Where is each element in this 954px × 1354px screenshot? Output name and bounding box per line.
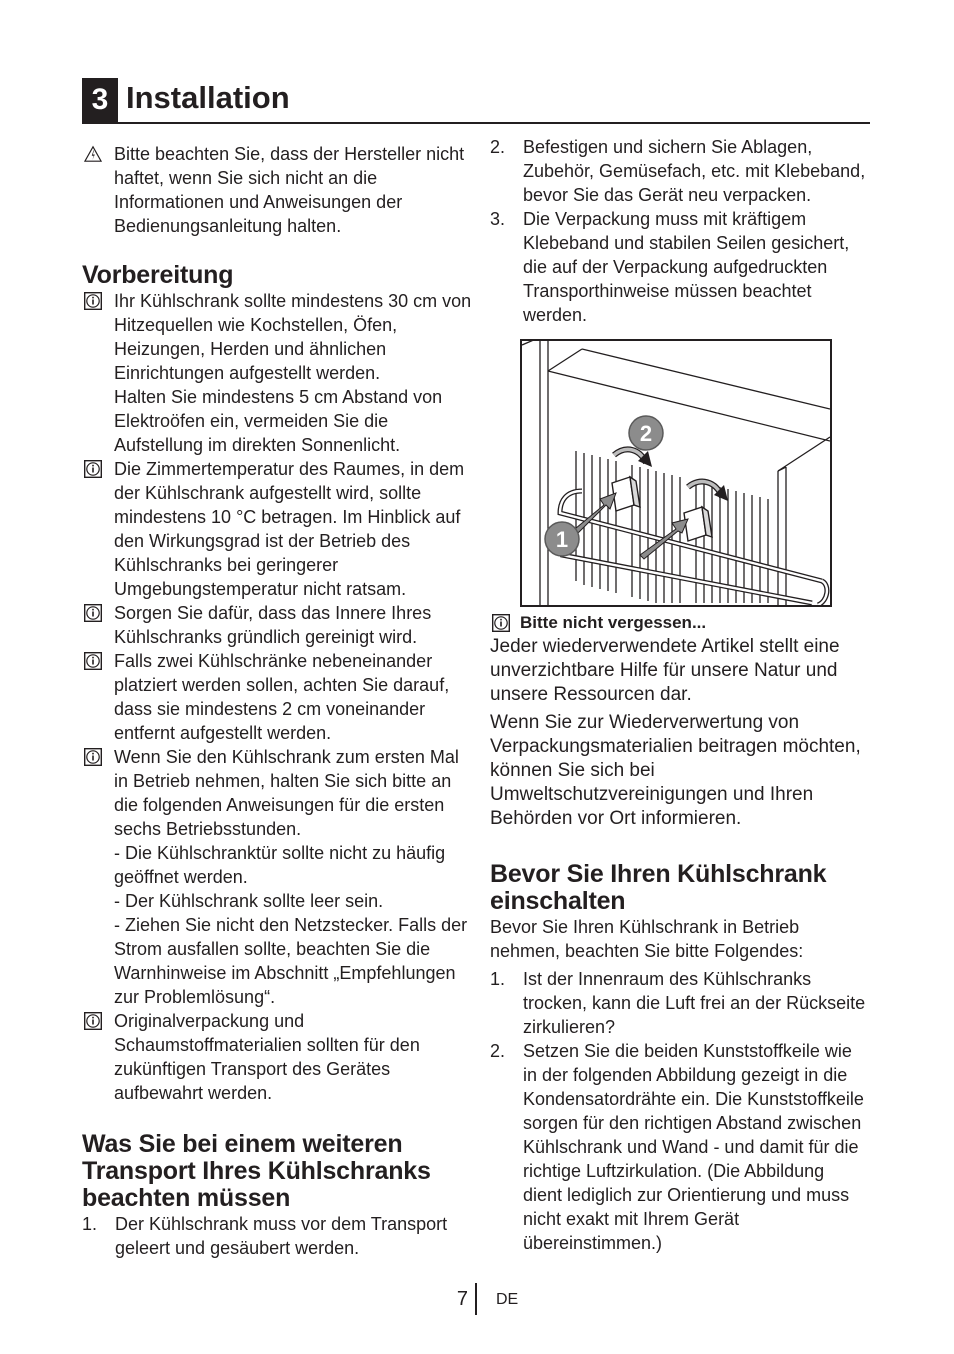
illustration-svg	[522, 341, 830, 605]
list-item	[490, 207, 868, 327]
warning-triangle-icon	[84, 145, 102, 163]
note-text: Ihr Kühlschrank sollte mindestens 30 cm von Hitzequellen wie Kochstellen, Öfen, Heizungen, Herden und ähnlichen Einrichtungen aufgestellt werden. Halten Sie mindestens 5 cm Abstand von Elektroöfen ein, vermeiden Sie die Aufstellung im direkten Sonnenlicht.	[114, 291, 472, 455]
list-number: 1.	[82, 1214, 98, 1234]
info-icon	[84, 292, 102, 310]
list-text: Der Kühlschrank muss vor dem Transport geleert und gesäubert werden.	[115, 1214, 448, 1258]
info-note	[82, 1009, 474, 1105]
list-text: Ist der Innenraum des Kühlschranks trocken, kann die Luft frei an der Rückseite zirkulieren?	[523, 969, 866, 1037]
info-icon	[492, 614, 510, 632]
info-note	[82, 457, 474, 601]
list-item	[490, 135, 868, 207]
callout-1-label: 1	[555, 527, 569, 552]
list-item	[82, 1212, 474, 1260]
list-text: Befestigen und sichern Sie Ablagen, Zubehör, Gemüsefach, etc. mit Klebeband, bevor Sie das Gerät neu verpacken.	[523, 137, 866, 205]
left-column	[82, 142, 474, 1260]
page-number: 7	[456, 1288, 468, 1310]
before-start-intro: Bevor Sie Ihren Kühlschrank in Betrieb nehmen, beachten Sie bitte Folgendes:	[490, 917, 804, 961]
note-text: Die Zimmertemperatur des Raumes, in dem der Kühlschrank aufgestellt wird, sollte mindestens 10 °C betragen. Im Hinblick auf den Wirkungsgrad ist der Betrieb des Kühlschranks bei geringerer Umgebungstemperatur nicht ratsam.	[114, 459, 465, 599]
heading-transport: Was Sie bei einem weiteren Transport Ihres Kühlschranks beachten müssen	[82, 1130, 431, 1212]
chapter-number: 3	[82, 78, 118, 122]
reminder-heading	[490, 611, 868, 635]
list-number: 2.	[490, 1041, 506, 1061]
chapter-rule	[82, 122, 870, 124]
list-item	[490, 1039, 868, 1255]
language-code: DE	[496, 1291, 519, 1308]
chapter-header	[82, 76, 870, 122]
list-number: 1.	[490, 969, 506, 989]
warning-note	[82, 142, 474, 238]
heading-bevor-einschalten: Bevor Sie Ihren Kühlschrank einschalten	[490, 860, 827, 915]
before-start-steps	[490, 967, 868, 1255]
heading-vorbereitung: Vorbereitung	[82, 261, 234, 289]
note-text: Originalverpackung und Schaumstoffmaterialien sollten für den zukünftigen Transport des Gerätes aufbewahrt werden.	[114, 1011, 420, 1103]
list-text: Setzen Sie die beiden Kunststoffkeile wie in der folgenden Abbildung gezeigt in die Kondensatordrähte ein. Die Kunststoffkeile sorgen für den richtigen Abstand zwischen Kühlschrank und Wand - und damit für die richtige Luftzirkulation. (Die Abbildung dient lediglich zur Orientierung und muss nicht exakt mit Ihrem Gerät übereinstimmen.)	[523, 1041, 864, 1253]
transport-steps-right	[490, 135, 868, 327]
list-item	[490, 967, 868, 1039]
footer-divider	[475, 1283, 477, 1315]
transport-steps-left	[82, 1212, 474, 1260]
note-text: Wenn Sie den Kühlschrank zum ersten Mal in Betrieb nehmen, halten Sie sich bitte an die folgenden Anweisungen für die ersten sechs Betriebsstunden. - Die Kühlschranktür sollte nicht zu häufig geöffnet werden. - Der Kühlschrank sollte leer sein. - Ziehen Sie nicht den Netzstecker. Falls der Strom ausfallen sollte, beachten Sie die Warnhinweise im Abschnitt „Empfehlungen zur Problemlösung“.	[114, 747, 468, 1007]
list-text: Die Verpackung muss mit kräftigem Klebeband und stabilen Seilen gesichert, die auf der Verpackung aufgedruckten Transporthinweise müssen beachtet werden.	[523, 209, 850, 325]
condenser-wedge-illustration	[520, 339, 832, 607]
reminder-title: Bitte nicht vergessen...	[520, 613, 707, 632]
note-text: Sorgen Sie dafür, dass das Innere Ihres Kühlschranks gründlich gereinigt wird.	[114, 603, 432, 647]
note-text: Falls zwei Kühlschränke nebeneinander platziert werden sollen, achten Sie darauf, dass sie mindestens 2 cm voneinander entfernt aufgestellt werden.	[114, 651, 450, 743]
info-note	[82, 289, 474, 457]
list-number: 2.	[490, 137, 506, 157]
info-icon	[84, 1012, 102, 1030]
info-note	[82, 601, 474, 649]
info-icon	[84, 652, 102, 670]
info-icon	[84, 748, 102, 766]
reminder-paragraph: Jeder wiederverwendete Artikel stellt eine unverzichtbare Hilfe für unsere Natur und unsere Ressourcen dar.	[490, 636, 840, 705]
right-column	[490, 135, 868, 1255]
reminder-paragraph: Wenn Sie zur Wiederverwertung von Verpackungsmaterialien beitragen möchten, können Sie sich bei Umweltschutzvereinigungen und Ihren Behörden vor Ort informieren.	[490, 712, 861, 829]
callout-2-label: 2	[639, 421, 653, 446]
preparation-notes	[82, 289, 474, 1105]
chapter-title: Installation	[126, 80, 290, 115]
info-icon	[84, 460, 102, 478]
info-note	[82, 649, 474, 745]
info-note	[82, 745, 474, 1009]
warning-text: Bitte beachten Sie, dass der Hersteller nicht haftet, wenn Sie sich nicht an die Informationen und Anweisungen der Bedienungsanleitung halten.	[114, 144, 465, 236]
list-number: 3.	[490, 209, 506, 229]
info-icon	[84, 604, 102, 622]
